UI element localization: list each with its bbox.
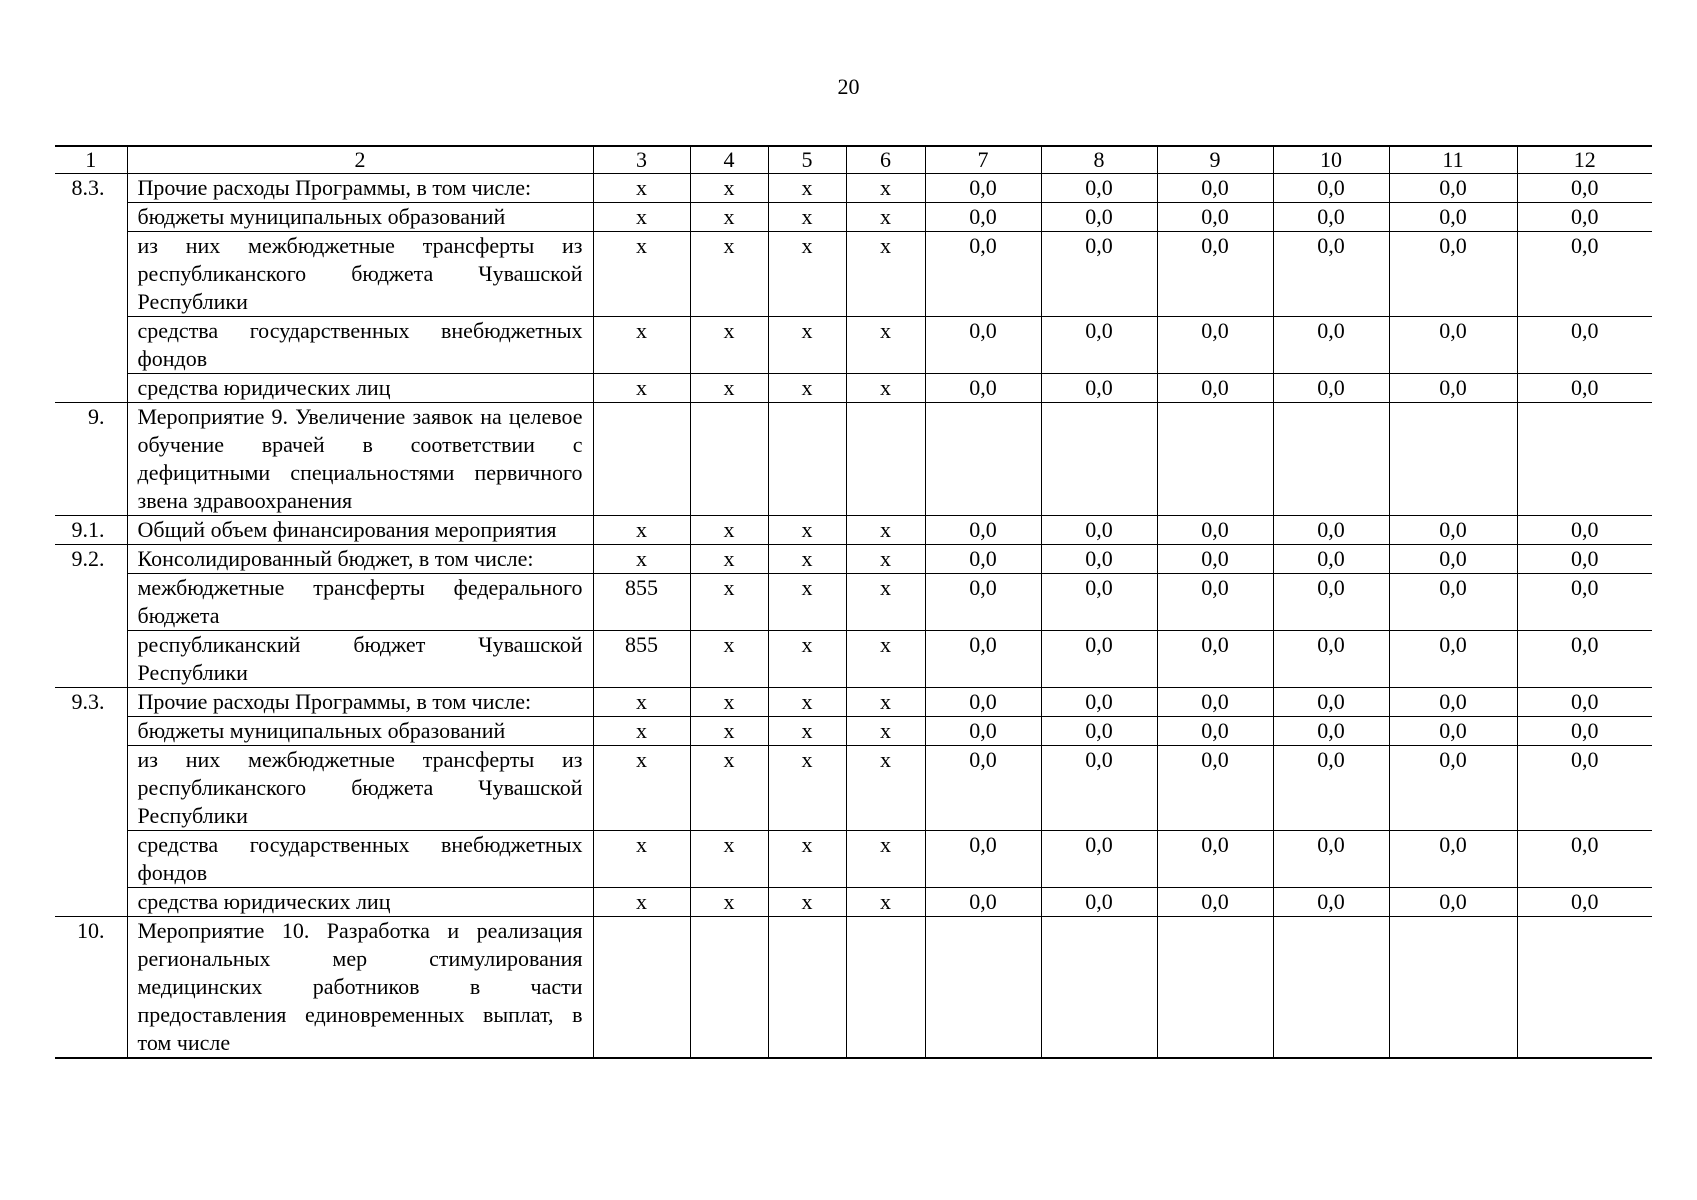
code-cell: х [690,574,768,631]
code-cell: х [768,317,846,374]
value-cell: 0,0 [1389,888,1517,917]
financing-table [55,145,1652,1059]
value-cell: 0,0 [925,746,1041,831]
value-cell: 0,0 [1517,717,1652,746]
code-cell: х [690,374,768,403]
value-cell: 0,0 [1517,574,1652,631]
description-cell: Общий объем финансирования мероприятия [127,516,593,545]
value-cell: 0,0 [1157,746,1273,831]
row-number-cell: 9.2. [55,545,127,688]
table-row [55,917,1652,1059]
value-cell: 0,0 [1389,174,1517,203]
page-number: 20 [837,74,860,99]
code-cell: х [846,574,925,631]
code-cell: х [846,888,925,917]
code-cell: х [846,831,925,888]
value-cell: 0,0 [1517,688,1652,717]
code-cell: х [690,717,768,746]
value-cell: 0,0 [1389,717,1517,746]
header-cell: 4 [690,146,768,174]
value-cell: 0,0 [1157,374,1273,403]
value-cell [1157,403,1273,516]
value-cell: 0,0 [1389,317,1517,374]
value-cell: 0,0 [925,203,1041,232]
header-cell: 11 [1389,146,1517,174]
table-row [55,203,1652,232]
value-cell: 0,0 [925,232,1041,317]
code-cell: х [593,174,690,203]
code-cell: х [690,174,768,203]
code-cell: х [768,888,846,917]
value-cell: 0,0 [1041,831,1157,888]
header-cell: 10 [1273,146,1389,174]
value-cell: 0,0 [1273,545,1389,574]
value-cell [1041,917,1157,1059]
value-cell: 0,0 [925,174,1041,203]
description-cell: бюджеты муниципальных образований [127,203,593,232]
code-cell: х [846,631,925,688]
code-cell: х [846,374,925,403]
row-number-cell: 8.3. [55,174,127,403]
value-cell: 0,0 [1157,545,1273,574]
value-cell: 0,0 [1389,574,1517,631]
value-cell: 0,0 [1517,631,1652,688]
row-number-cell: 9.3. [55,688,127,917]
table-row [55,717,1652,746]
code-cell: х [593,888,690,917]
value-cell: 0,0 [1041,374,1157,403]
table-row [55,631,1652,688]
code-cell: х [690,545,768,574]
value-cell [1273,403,1389,516]
code-cell: х [846,174,925,203]
code-cell: х [593,232,690,317]
code-cell: х [768,574,846,631]
value-cell: 0,0 [1157,516,1273,545]
value-cell: 0,0 [1157,688,1273,717]
code-cell: х [593,688,690,717]
value-cell: 0,0 [1273,631,1389,688]
description-cell: средства юридических лиц [127,374,593,403]
description-cell: Мероприятие 10. Разработка и реализация региональных мер стимулирования медицинских работников в части предоставления единовременных выплат, в том числе [127,917,593,1059]
value-cell: 0,0 [1517,203,1652,232]
code-cell: х [768,203,846,232]
code-cell: х [768,831,846,888]
value-cell: 0,0 [925,545,1041,574]
value-cell: 0,0 [1273,888,1389,917]
description-cell: из них межбюджетные трансферты из республиканского бюджета Чувашской Республики [127,232,593,317]
value-cell: 0,0 [1041,317,1157,374]
value-cell: 0,0 [1517,831,1652,888]
code-cell [768,403,846,516]
value-cell: 0,0 [925,688,1041,717]
code-cell: х [690,516,768,545]
code-cell: х [690,232,768,317]
table-body [55,174,1652,1059]
header-cell: 7 [925,146,1041,174]
value-cell [1157,917,1273,1059]
value-cell: 0,0 [1157,831,1273,888]
value-cell: 0,0 [1041,516,1157,545]
value-cell: 0,0 [1517,746,1652,831]
description-cell: межбюджетные трансферты федерального бюджета [127,574,593,631]
code-cell: х [690,631,768,688]
code-cell: х [593,717,690,746]
value-cell: 0,0 [1041,688,1157,717]
value-cell: 0,0 [1389,688,1517,717]
value-cell: 0,0 [1389,232,1517,317]
value-cell: 0,0 [925,888,1041,917]
value-cell: 0,0 [925,574,1041,631]
code-cell [690,917,768,1059]
value-cell: 0,0 [1517,232,1652,317]
value-cell: 0,0 [1273,574,1389,631]
value-cell: 0,0 [1389,545,1517,574]
value-cell: 0,0 [925,516,1041,545]
code-cell: 855 [593,574,690,631]
value-cell [1041,403,1157,516]
value-cell: 0,0 [1273,203,1389,232]
value-cell: 0,0 [1517,317,1652,374]
value-cell: 0,0 [925,717,1041,746]
description-cell: республиканский бюджет Чувашской Республики [127,631,593,688]
row-number-cell: 9. [55,403,127,516]
code-cell [768,917,846,1059]
description-cell: Мероприятие 9. Увеличение заявок на целевое обучение врачей в соответствии с дефицитными специальностями первичного звена здравоохранения [127,403,593,516]
value-cell: 0,0 [1389,831,1517,888]
code-cell: х [768,174,846,203]
code-cell: х [593,317,690,374]
code-cell: х [846,203,925,232]
description-cell: Прочие расходы Программы, в том числе: [127,174,593,203]
table-row [55,174,1652,203]
row-number-cell: 9.1. [55,516,127,545]
table-row [55,374,1652,403]
value-cell: 0,0 [1389,516,1517,545]
value-cell [1389,403,1517,516]
code-cell: х [690,831,768,888]
value-cell: 0,0 [1273,746,1389,831]
value-cell: 0,0 [1273,516,1389,545]
value-cell [1517,403,1652,516]
value-cell: 0,0 [1157,174,1273,203]
value-cell: 0,0 [1041,232,1157,317]
header-cell: 5 [768,146,846,174]
code-cell: х [846,746,925,831]
code-cell: х [593,831,690,888]
value-cell: 0,0 [1157,574,1273,631]
table-row [55,688,1652,717]
value-cell: 0,0 [1517,888,1652,917]
value-cell: 0,0 [1041,717,1157,746]
code-cell: х [846,232,925,317]
description-cell: Прочие расходы Программы, в том числе: [127,688,593,717]
code-cell: х [768,717,846,746]
header-cell: 2 [127,146,593,174]
value-cell: 0,0 [925,831,1041,888]
value-cell: 0,0 [1389,374,1517,403]
table-row [55,232,1652,317]
value-cell: 0,0 [1273,688,1389,717]
value-cell: 0,0 [1157,232,1273,317]
code-cell: х [768,631,846,688]
code-cell: х [593,374,690,403]
code-cell: х [593,545,690,574]
value-cell: 0,0 [925,374,1041,403]
value-cell: 0,0 [1041,746,1157,831]
value-cell: 0,0 [1517,174,1652,203]
value-cell: 0,0 [1389,203,1517,232]
value-cell: 0,0 [1041,574,1157,631]
value-cell: 0,0 [1157,317,1273,374]
table-row [55,403,1652,516]
header-cell: 9 [1157,146,1273,174]
code-cell: х [846,717,925,746]
value-cell [1517,917,1652,1059]
description-cell: средства государственных внебюджетных фондов [127,317,593,374]
value-cell: 0,0 [1389,631,1517,688]
code-cell: х [768,746,846,831]
code-cell: х [593,516,690,545]
code-cell: х [846,688,925,717]
value-cell [925,403,1041,516]
code-cell: 855 [593,631,690,688]
table-row [55,317,1652,374]
code-cell: х [593,746,690,831]
header-cell: 8 [1041,146,1157,174]
code-cell: х [846,516,925,545]
description-cell: Консолидированный бюджет, в том числе: [127,545,593,574]
value-cell [1389,917,1517,1059]
code-cell: х [690,888,768,917]
description-cell: из них межбюджетные трансферты из республиканского бюджета Чувашской Республики [127,746,593,831]
value-cell: 0,0 [1041,203,1157,232]
value-cell [1273,917,1389,1059]
code-cell [846,917,925,1059]
value-cell: 0,0 [1041,631,1157,688]
table-row [55,831,1652,888]
table-row [55,545,1652,574]
value-cell: 0,0 [1273,174,1389,203]
value-cell: 0,0 [1517,516,1652,545]
header-cell: 6 [846,146,925,174]
code-cell: х [768,374,846,403]
value-cell: 0,0 [1041,888,1157,917]
code-cell: х [690,317,768,374]
value-cell: 0,0 [1273,717,1389,746]
code-cell: х [846,545,925,574]
code-cell: х [768,516,846,545]
table-row [55,888,1652,917]
value-cell: 0,0 [925,317,1041,374]
value-cell: 0,0 [1389,746,1517,831]
description-cell: средства юридических лиц [127,888,593,917]
value-cell: 0,0 [1273,232,1389,317]
value-cell [925,917,1041,1059]
code-cell: х [593,203,690,232]
table-row [55,516,1652,545]
header-row [55,146,1652,174]
code-cell [846,403,925,516]
value-cell: 0,0 [1157,203,1273,232]
table-row [55,574,1652,631]
code-cell [593,403,690,516]
value-cell: 0,0 [1517,545,1652,574]
code-cell: х [690,688,768,717]
header-cell: 3 [593,146,690,174]
value-cell: 0,0 [1273,374,1389,403]
value-cell: 0,0 [925,631,1041,688]
value-cell: 0,0 [1157,631,1273,688]
value-cell: 0,0 [1157,888,1273,917]
code-cell [593,917,690,1059]
code-cell: х [768,545,846,574]
code-cell: х [768,232,846,317]
value-cell: 0,0 [1273,317,1389,374]
header-cell: 1 [55,146,127,174]
code-cell: х [768,688,846,717]
value-cell: 0,0 [1517,374,1652,403]
value-cell: 0,0 [1273,831,1389,888]
table-row [55,746,1652,831]
row-number-cell: 10. [55,917,127,1059]
description-cell: средства государственных внебюджетных фондов [127,831,593,888]
value-cell: 0,0 [1157,717,1273,746]
code-cell [690,403,768,516]
header-cell: 12 [1517,146,1652,174]
value-cell: 0,0 [1041,545,1157,574]
value-cell: 0,0 [1041,174,1157,203]
code-cell: х [690,203,768,232]
code-cell: х [846,317,925,374]
code-cell: х [690,746,768,831]
description-cell: бюджеты муниципальных образований [127,717,593,746]
